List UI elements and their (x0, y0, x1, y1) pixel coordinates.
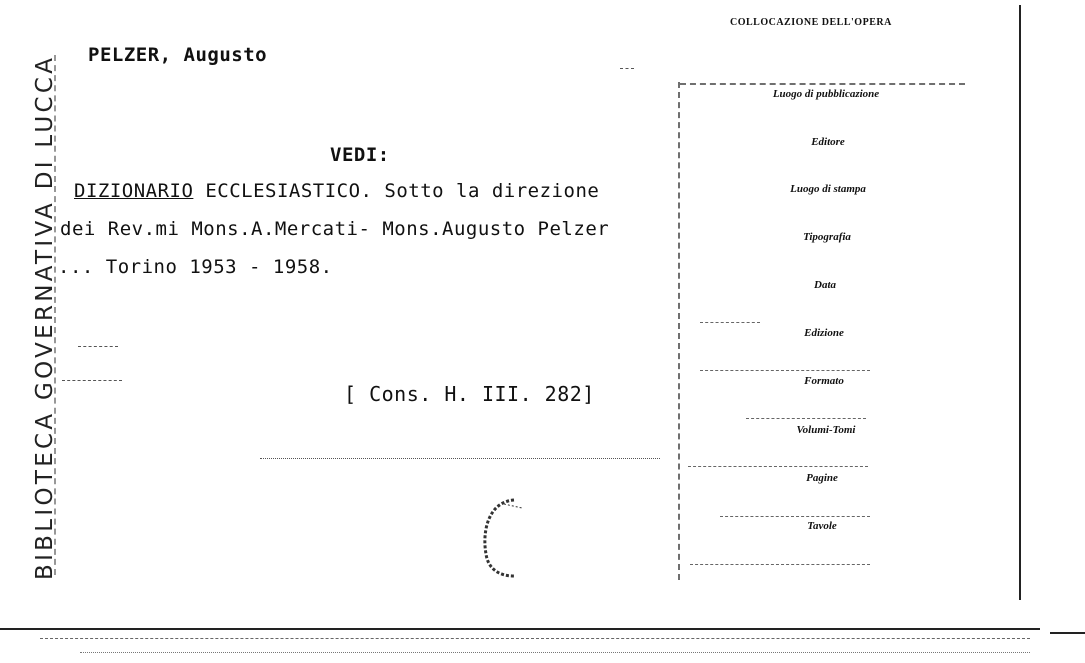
collocation-box-left (678, 82, 682, 580)
field-rule (700, 370, 870, 371)
scan-mark (620, 68, 634, 69)
title-rest: ECCLESIASTICO. Sotto la direzione (193, 180, 600, 202)
card-bottom-edge-right (1050, 632, 1085, 634)
author-heading: PELZER, Augusto (88, 44, 268, 66)
field-rule (700, 322, 760, 323)
title-line-2: dei Rev.mi Mons.A.Mercati- Mons.Augusto Pelzer (60, 218, 610, 240)
field-volumes: Volumi-Tomi (796, 424, 856, 436)
see-reference-label: VEDI: (330, 144, 390, 166)
field-place-printing: Luogo di stampa (790, 183, 866, 195)
field-pages: Pagine (806, 472, 838, 484)
field-publisher: Editore (811, 136, 845, 148)
stamp-mark (474, 492, 534, 582)
library-name-vertical: BIBLIOTECA GOVERNATIVA DI LUCCA (32, 54, 58, 580)
field-printer: Tipografia (803, 231, 851, 243)
scan-noise-line (80, 652, 1030, 653)
card-bottom-edge (0, 628, 1040, 630)
field-rule (720, 516, 870, 517)
title-line-3: ... Torino 1953 - 1958. (58, 256, 333, 278)
field-date: Data (814, 279, 836, 291)
field-edition: Edizione (804, 327, 844, 339)
scan-mark (78, 346, 118, 347)
scan-mark (62, 380, 122, 381)
field-rule (746, 418, 866, 419)
collocation-box-top (680, 83, 965, 85)
card-right-border (1019, 5, 1021, 600)
scan-mark (260, 458, 660, 459)
scan-noise-line (40, 638, 1030, 639)
shelfmark: [ Cons. H. III. 282] (344, 382, 595, 406)
field-rule (688, 466, 868, 467)
collocation-header: COLLOCAZIONE DELL'OPERA (730, 17, 892, 28)
field-rule (690, 564, 870, 565)
field-place-publication: Luogo di pubblicazione (772, 88, 880, 100)
title-underlined: DIZIONARIO (74, 180, 194, 202)
field-plates: Tavole (807, 520, 837, 532)
left-margin-rule (54, 55, 58, 575)
title-line-1 (74, 180, 599, 202)
field-format: Formato (804, 375, 844, 387)
